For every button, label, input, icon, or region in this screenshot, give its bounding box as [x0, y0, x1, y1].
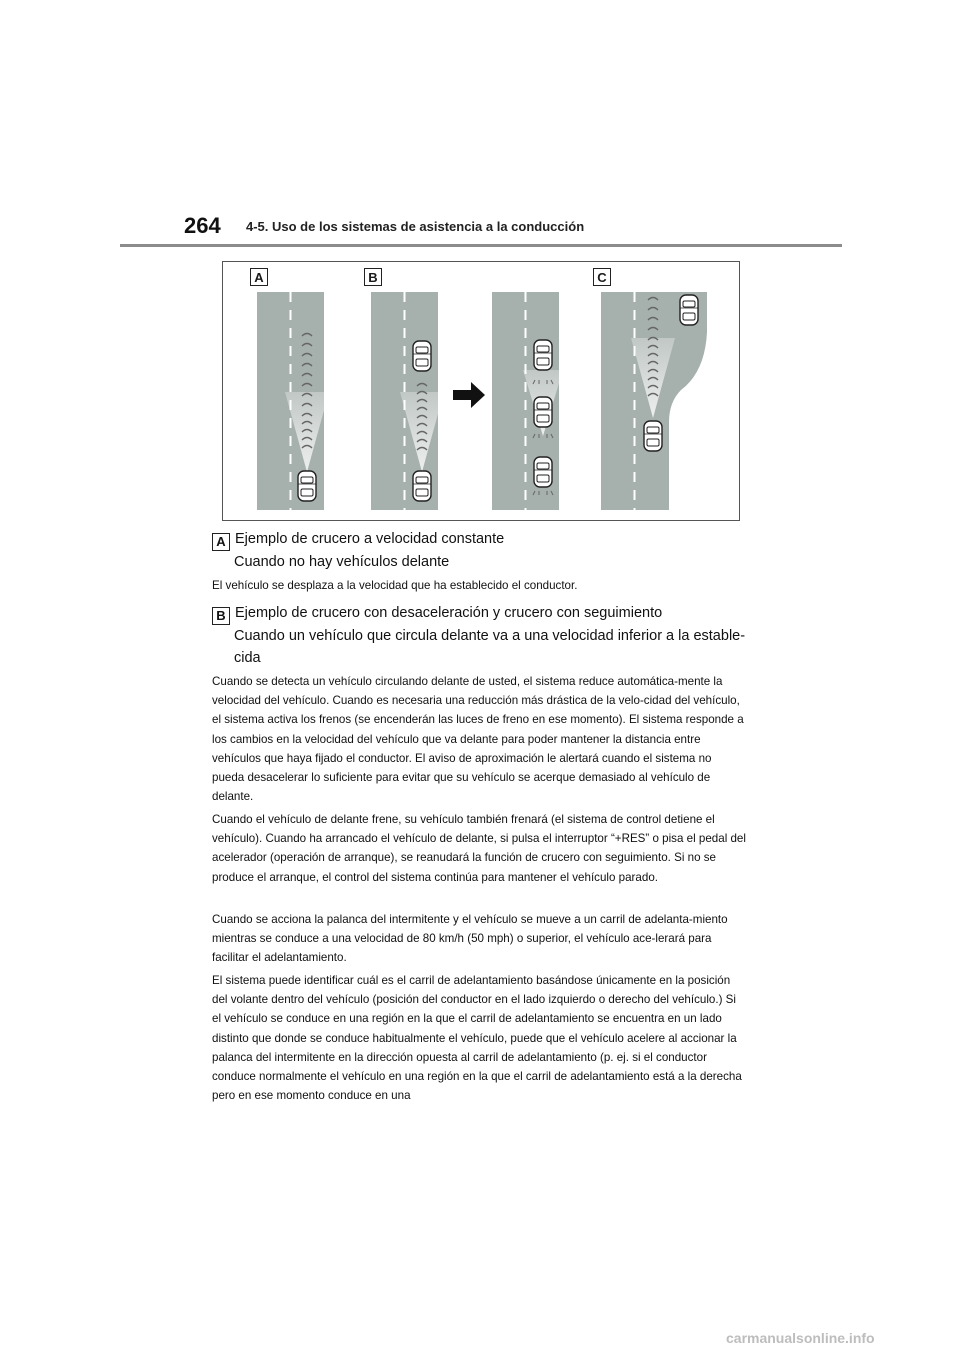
section-b-paragraph-2: Cuando el vehículo de delante frene, su vehículo también frenará (el sistema de control detiene el vehículo). Cuando ha arrancado el vehículo de delante, si pulsa el interruptor “+RES” o pisa el pedal del acelerador (operación de arranque), se reanudará la función de crucero con seguimiento. Si no se produce el arranque, el control del sistema continúa para mantener el vehículo parado.: [212, 813, 746, 884]
car-b-rear: [413, 471, 431, 501]
section-b-key: B: [212, 607, 230, 625]
section-title: 4-5. Uso de los sistemas de asistencia a la conducción: [246, 219, 585, 234]
figure-label-a: A: [250, 268, 268, 286]
section-a-heading: [212, 528, 504, 551]
arrow-right-icon: [453, 382, 485, 408]
watermark: carmanualsonline.info: [726, 1330, 875, 1346]
section-a-title: Ejemplo de crucero a velocidad constante: [235, 531, 505, 547]
section-b-title: Ejemplo de crucero con desaceleración y crucero con seguimiento: [235, 605, 663, 621]
section-a-key: A: [212, 533, 230, 551]
car-b2-middle: [534, 397, 552, 427]
section-a-paragraph-1: El vehículo se desplaza a la velocidad que ha establecido el conductor.: [212, 579, 578, 592]
section-a-subtitle: Cuando no hay vehículos delante: [234, 554, 450, 570]
section-b-subtitle: Cuando un vehículo que circula delante va a una velocidad inferior a la estable-cida: [234, 628, 746, 666]
header-rule: [120, 244, 842, 247]
figure-label-c: C: [593, 268, 611, 286]
car-b2-front: [534, 340, 552, 370]
section-b-paragraph-1: Cuando se detecta un vehículo circulando delante de usted, el sistema reduce automática-mente la velocidad del vehículo. Cuando es necesaria una reducción más drástica de la velo-cidad del vehículo, el sistema activa los frenos (se encenderán las luces de freno en ese momento). El sistema responde a los cambios en la velocidad del vehículo que va delante para poder mantener la distancia entre vehículos que haya fijado el conductor. El aviso de aproximación le alertará cuando el sistema no pueda desacelerar lo suficiente para evitar que su vehículo se acerque demasiado al vehículo de delante.: [212, 675, 744, 804]
car-a: [298, 471, 316, 501]
car-c-own: [644, 421, 662, 451]
figure-label-b: B: [364, 268, 382, 286]
car-b2-rear: [534, 457, 552, 487]
section-b-heading: [212, 602, 662, 625]
road-diagram: [223, 262, 741, 522]
section-b-paragraph-4: El sistema puede identificar cuál es el carril de adelantamiento basándose únicamente en la posición del volante dentro del vehículo (posición del conductor en el lado izquierdo o derecho del vehículo.) Si el vehículo se conduce en una región en la que el carril de adelantamiento se encuentra en un lado distinto que donde se conduce habitualmente el vehículo, puede que el vehículo acelere al accionar la palanca del intermitente en la dirección opuesta al carril de adelantamiento (p. ej. si el conductor conduce normalmente el vehículo en una región en la que el carril de adelantamiento está a la derecha pero en ese momento conduce en una: [212, 974, 742, 1103]
section-b-paragraph-3: Cuando se acciona la palanca del intermitente y el vehículo se mueve a un carril de adelanta-miento mientras se conduce a una velocidad de 80 km/h (50 mph) o superior, el vehículo ace-lerará para facilitar el adelantamiento.: [212, 913, 728, 965]
cruise-control-figure: [222, 261, 740, 521]
car-c-merging: [680, 295, 698, 325]
car-b-front: [413, 341, 431, 371]
page-number: 264: [184, 213, 221, 238]
